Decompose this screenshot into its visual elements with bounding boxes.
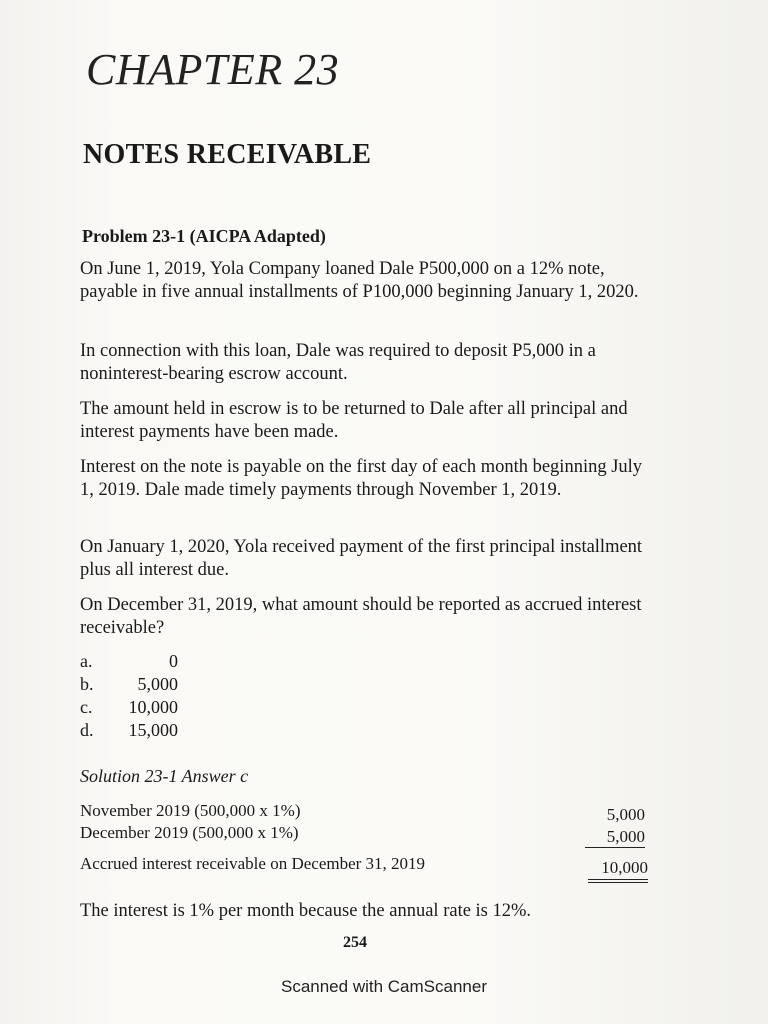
problem-paragraph-4: Interest on the note is payable on the first day of each month beginning July 1, 2019. Dale made timely payments through November 1, 2019. bbox=[80, 457, 643, 500]
solution-amount-november: 5,000 bbox=[606, 805, 645, 824]
scanner-watermark: Scanned with CamScanner bbox=[280, 977, 487, 996]
choice-label: c. bbox=[80, 697, 93, 717]
choice-label: b. bbox=[80, 674, 94, 694]
choice-value: 15,000 bbox=[128, 720, 178, 740]
choice-value: 5,000 bbox=[137, 674, 178, 694]
problem-paragraph-2: In connection with this loan, Dale was required to deposit P5,000 in a noninterest-bearing escrow account. bbox=[80, 341, 596, 384]
choice-value: 10,000 bbox=[128, 697, 178, 717]
solution-row-november: November 2019 (500,000 x 1%) bbox=[80, 801, 301, 820]
problem-paragraph-3: The amount held in escrow is to be returned to Dale after all principal and interest payments have been made. bbox=[80, 399, 628, 442]
choice-label: a. bbox=[80, 651, 93, 671]
solution-total-amount: 10,000 bbox=[588, 858, 648, 883]
choice-c bbox=[80, 696, 178, 719]
choice-value: 0 bbox=[169, 651, 178, 671]
page-number: 254 bbox=[343, 934, 367, 951]
section-title: NOTES RECEIVABLE bbox=[83, 139, 372, 170]
chapter-heading: CHAPTER 23 bbox=[86, 45, 340, 94]
solution-row-december: December 2019 (500,000 x 1%) bbox=[80, 823, 299, 842]
choice-a bbox=[80, 650, 178, 673]
problem-paragraph-5: On January 1, 2020, Yola received payment of the first principal installment plus all interest due. bbox=[80, 537, 643, 580]
solution-amount-december: 5,000 bbox=[585, 827, 645, 848]
problem-paragraph-1: On June 1, 2019, Yola Company loaned Dale P500,000 on a 12% note, payable in five annual installments of P100,000 beginning January 1, 2020. bbox=[80, 259, 639, 302]
problem-heading: Problem 23-1 (AICPA Adapted) bbox=[82, 226, 326, 246]
answer-choices bbox=[80, 650, 178, 742]
solution-total-label: Accrued interest receivable on December 31, 2019 bbox=[80, 854, 426, 873]
choice-b bbox=[80, 673, 178, 696]
choice-d bbox=[80, 719, 178, 742]
solution-heading: Solution 23-1 Answer c bbox=[80, 766, 249, 786]
choice-label: d. bbox=[80, 720, 94, 740]
problem-question: On December 31, 2019, what amount should be reported as accrued interest receivable? bbox=[80, 595, 642, 638]
solution-note: The interest is 1% per month because the annual rate is 12%. bbox=[80, 901, 532, 921]
